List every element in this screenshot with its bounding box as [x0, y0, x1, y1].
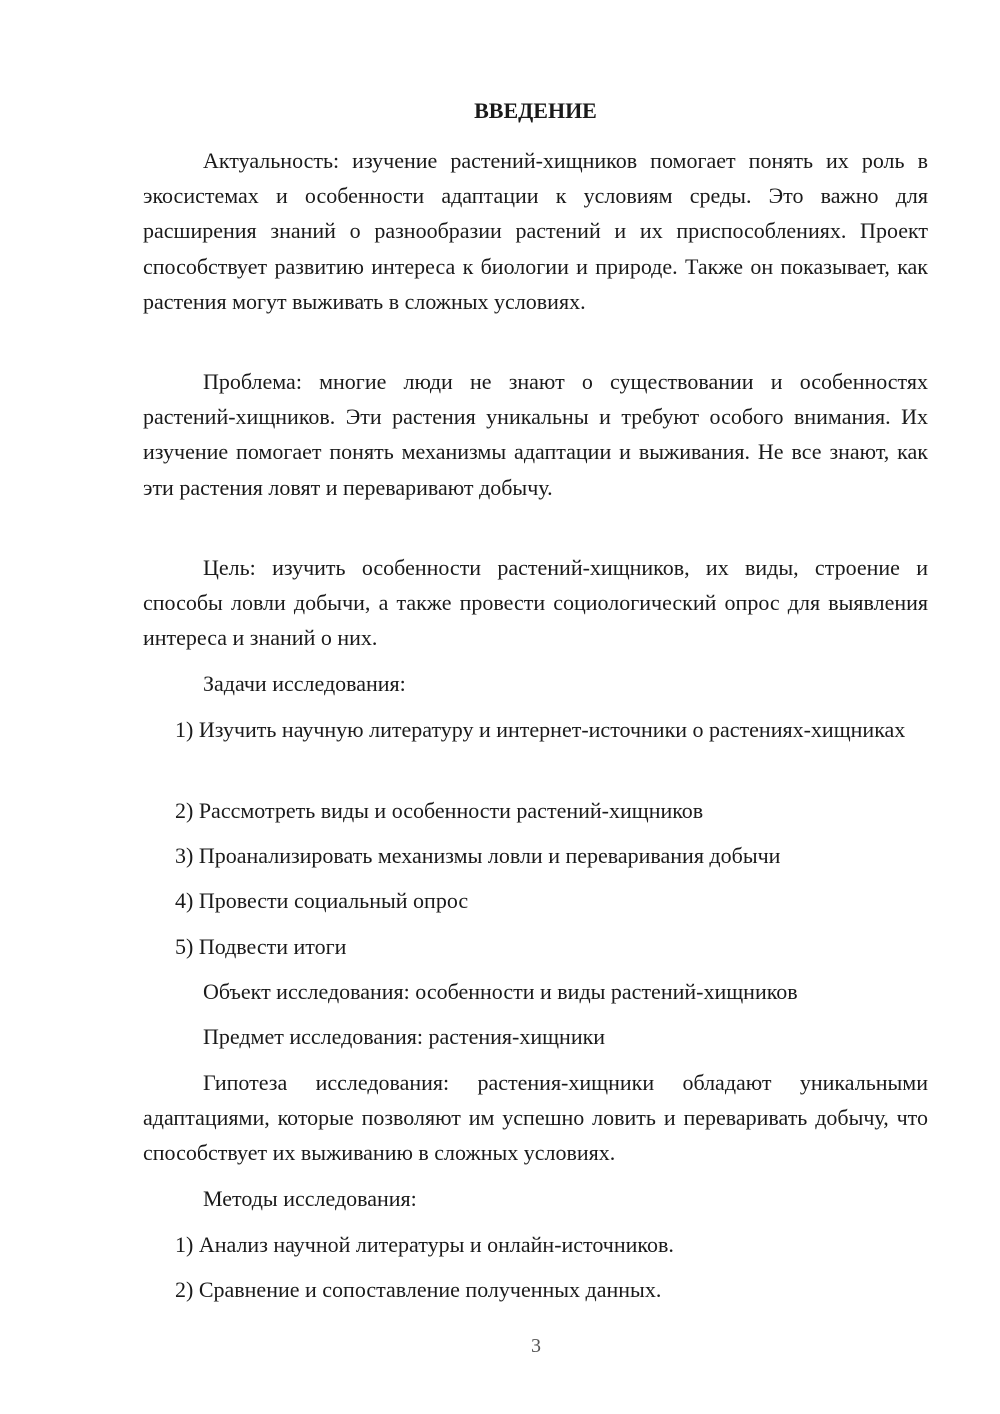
- task-item-3: 3) Проанализировать механизмы ловли и переваривания добычи: [175, 843, 781, 868]
- method-item-2: 2) Сравнение и сопоставление полученных данных.: [175, 1277, 662, 1302]
- task-item-4: 4) Провести социальный опрос: [175, 888, 469, 913]
- task-item-2: 2) Рассмотреть виды и особенности растений-хищников: [175, 798, 704, 823]
- page-number: 3: [531, 1335, 541, 1357]
- paragraph-relevance: Актуальность: изучение растений-хищников помогает понять их роль в экосистемах и особенности адаптации к условиям среды. Это важно для расширения знаний о разнообразии растений и их приспособлениях. Проект способствует развитию интереса к биологии и природе. Также он показывает, как растения могут выживать в сложных условиях.: [143, 148, 928, 314]
- section-heading: ВВЕДЕНИЕ: [474, 98, 597, 123]
- method-item-1: 1) Анализ научной литературы и онлайн-источников.: [175, 1232, 674, 1257]
- methods-title: Методы исследования:: [203, 1186, 417, 1211]
- paragraph-hypothesis: Гипотеза исследования: растения-хищники обладают уникальными адаптациями, которые позволяют им успешно ловить и переваривать добычу, что способствует их выживанию в сложных условиях.: [143, 1070, 928, 1166]
- research-subject: Предмет исследования: растения-хищники: [203, 1024, 606, 1049]
- task-item-1: 1) Изучить научную литературу и интернет-источники о растениях-хищниках: [175, 717, 906, 742]
- paragraph-goal: Цель: изучить особенности растений-хищников, их виды, строение и способы ловли добычи, а также провести социологический опрос для выявления интереса и знаний о них.: [143, 555, 928, 651]
- task-item-5: 5) Подвести итоги: [175, 934, 347, 959]
- research-object: Объект исследования: особенности и виды растений-хищников: [203, 979, 798, 1004]
- paragraph-problem: Проблема: многие люди не знают о существовании и особенностях растений-хищников. Эти растения уникальны и требуют особого внимания. Их изучение помогает понять механизмы адаптации и выживания. Не все знают, как эти растения ловят и переваривают добычу.: [143, 369, 928, 500]
- tasks-title: Задачи исследования:: [203, 671, 406, 696]
